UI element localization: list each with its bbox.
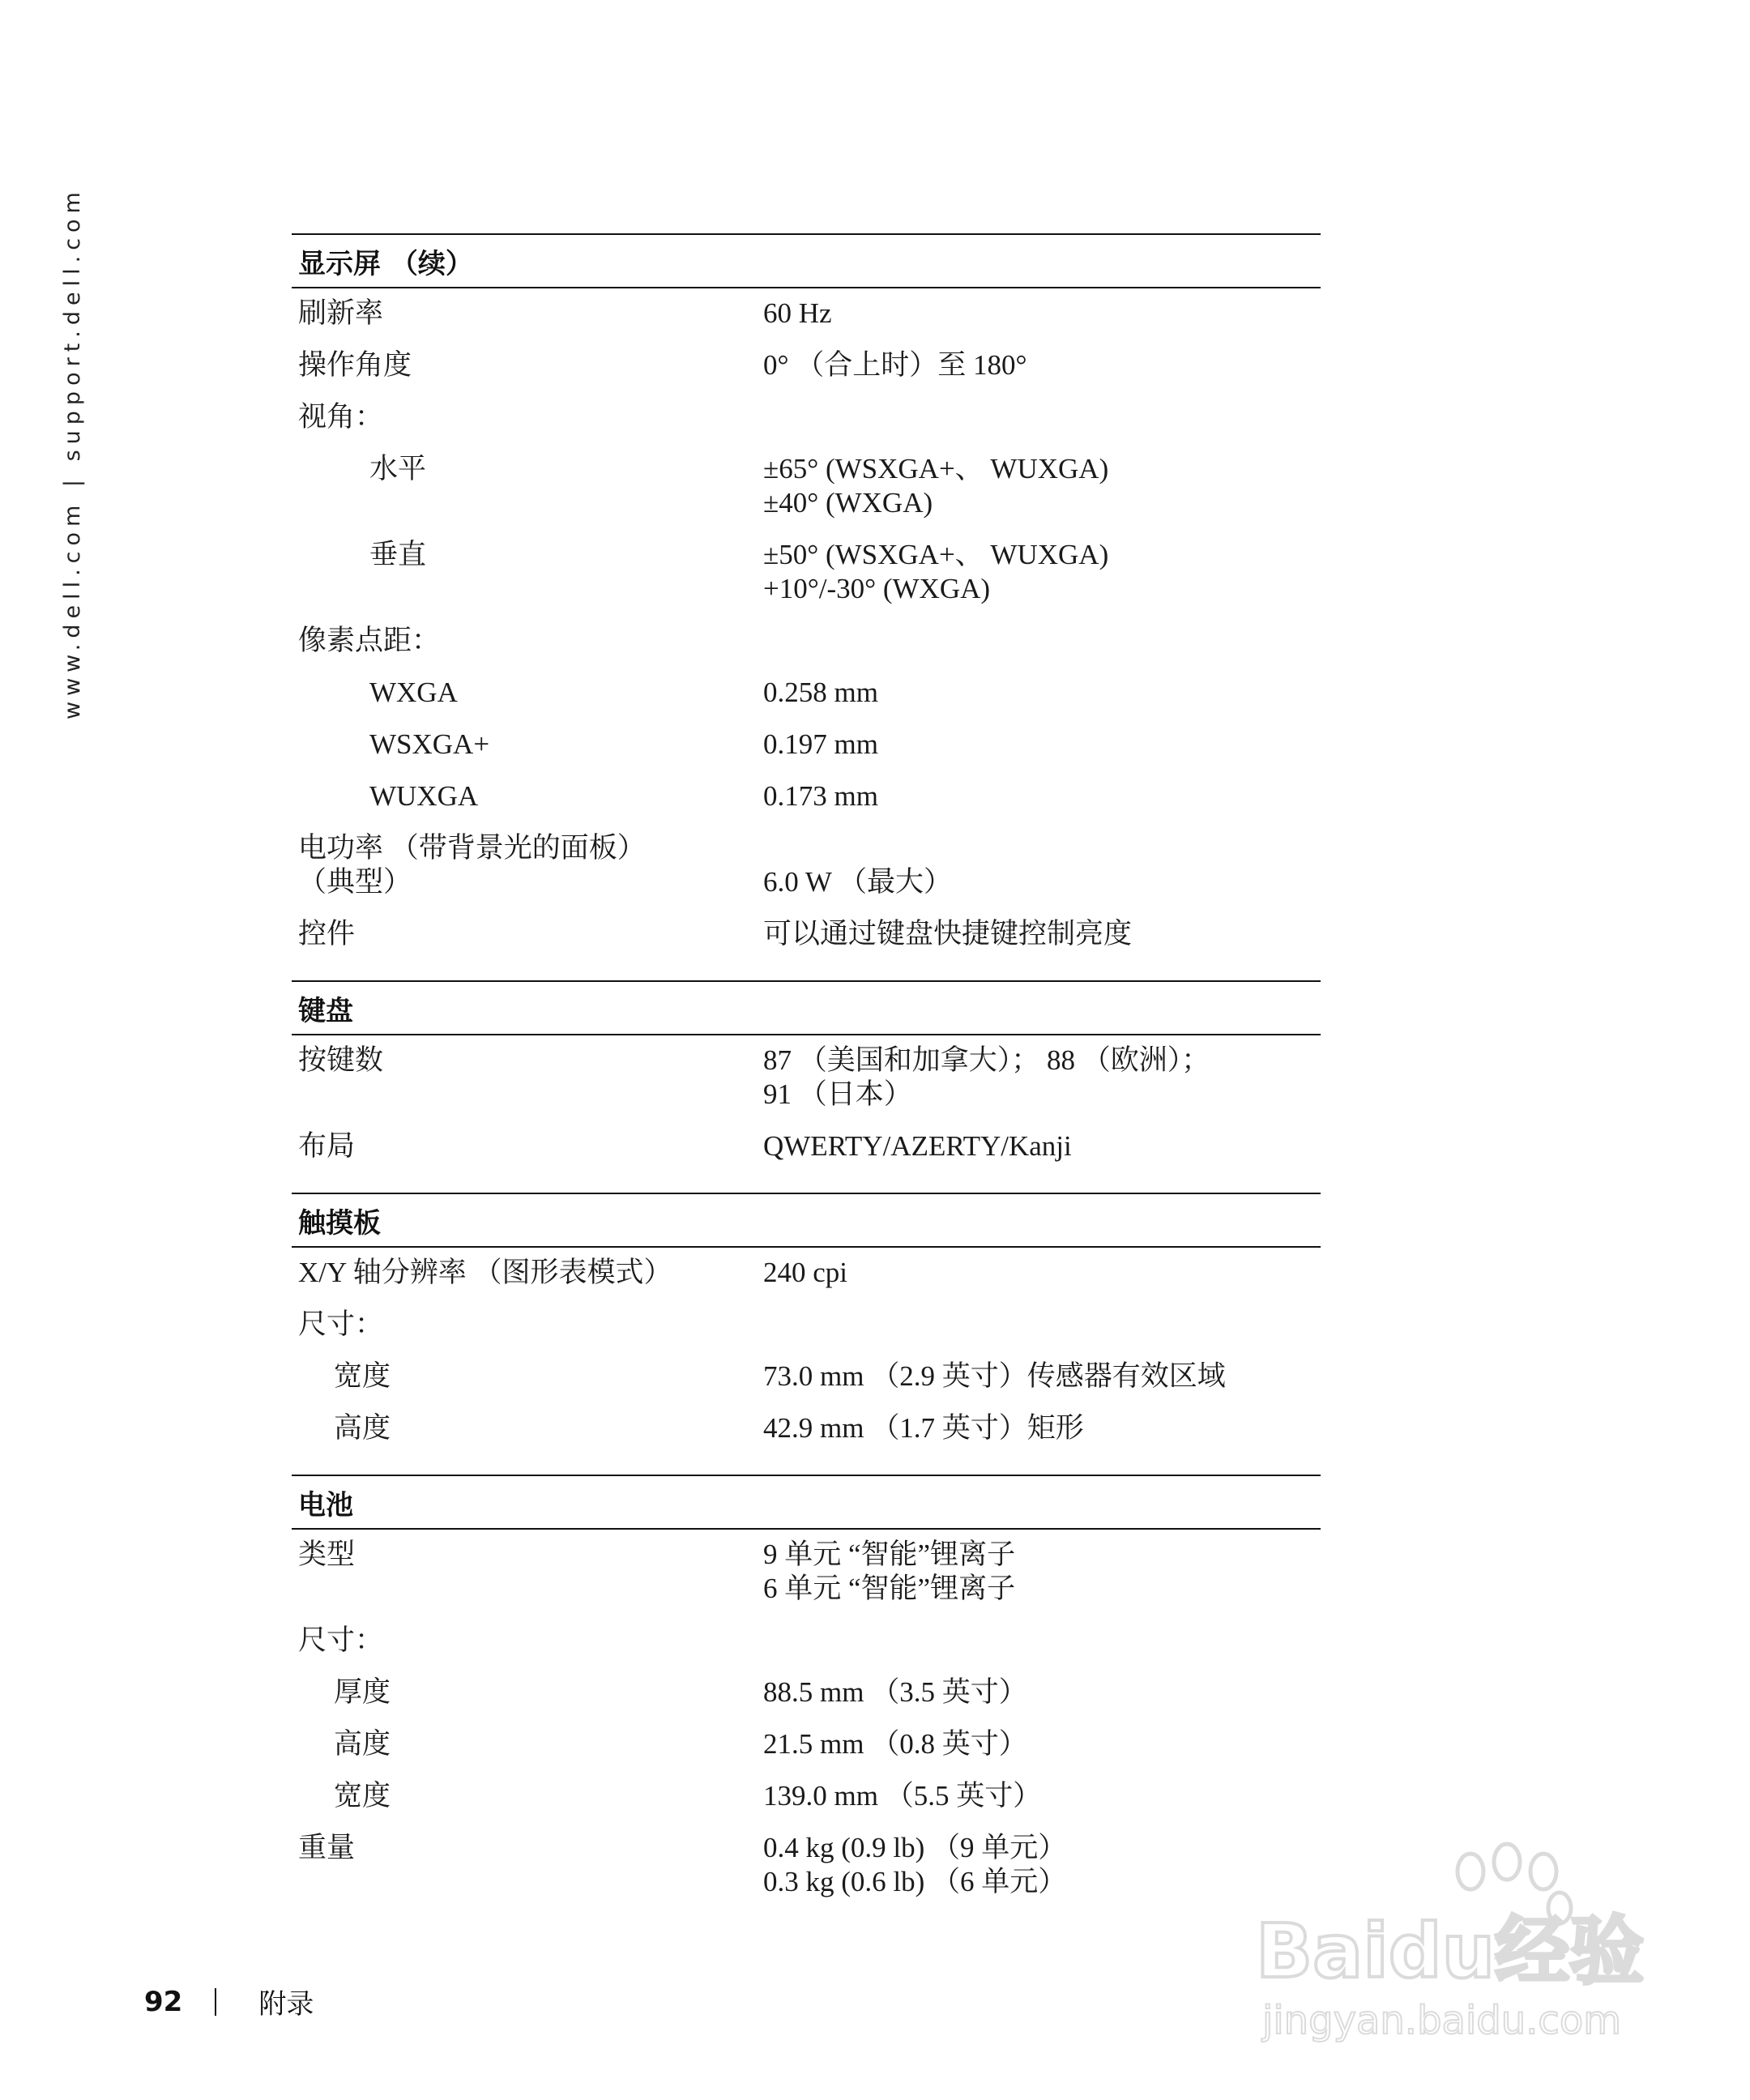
spec-label: WUXGA	[369, 780, 479, 812]
spec-label: 视角：	[298, 401, 384, 433]
spec-row	[292, 719, 1321, 771]
spec-label: 刷新率	[298, 297, 384, 329]
spec-value: 6.0 W （最大）	[763, 866, 953, 898]
spec-label: 水平	[369, 453, 427, 484]
spec-value: 0.197 mm	[763, 728, 878, 760]
spec-value: 0° （合上时）至 180°	[763, 349, 1027, 381]
spec-row	[292, 1351, 1321, 1403]
spec-label: 像素点距：	[298, 625, 441, 656]
spec-label: 类型	[298, 1539, 356, 1570]
spec-row	[292, 1616, 1321, 1667]
spec-row	[292, 909, 1321, 961]
spec-label: 按键数	[298, 1044, 384, 1076]
spec-value: 42.9 mm （1.7 英寸）矩形	[763, 1412, 1084, 1444]
spec-section	[292, 980, 1321, 1173]
spec-row	[292, 1403, 1321, 1455]
spec-label: 宽度	[334, 1780, 391, 1812]
page-number: 92	[144, 1985, 183, 2018]
spec-value: 87 （美国和加拿大）； 88 （欧洲）； 91 （日本）	[763, 1044, 1210, 1110]
spec-row	[292, 1035, 1321, 1121]
spec-row	[292, 288, 1321, 340]
spec-label: 宽度	[334, 1360, 391, 1392]
spec-value	[763, 1308, 1321, 1342]
spec-row	[292, 1300, 1321, 1351]
spec-value: ±50° (WSXGA+、 WUXGA) +10°/-30° (WXGA)	[763, 539, 1109, 604]
spec-label: 操作角度	[298, 349, 412, 381]
section-heading: 触摸板	[292, 1193, 1321, 1248]
spec-label: 尺寸：	[298, 1624, 384, 1656]
spec-row	[292, 1823, 1321, 1909]
spec-table	[292, 233, 1321, 1928]
spec-row	[292, 1248, 1321, 1300]
spec-value: 21.5 mm （0.8 英寸）	[763, 1728, 1027, 1760]
spec-section	[292, 1193, 1321, 1455]
watermark-url: jingyan.baidu.com	[1262, 1998, 1621, 2043]
spec-label: 垂直	[369, 539, 427, 570]
spec-value: 88.5 mm （3.5 英寸）	[763, 1676, 1027, 1708]
spec-value: QWERTY/AZERTY/Kanji	[763, 1130, 1072, 1162]
spec-value	[763, 624, 1321, 658]
spec-label: X/Y 轴分辨率 （图形表模式）	[298, 1257, 672, 1288]
spec-row	[292, 1771, 1321, 1823]
spec-label: WXGA	[369, 677, 458, 708]
spec-row	[292, 1667, 1321, 1719]
spec-row	[292, 340, 1321, 392]
spec-value: 0.173 mm	[763, 780, 878, 812]
spec-label: 电功率 （带背景光的面板） （典型）	[298, 832, 646, 898]
spec-value	[763, 400, 1321, 434]
spec-value: 139.0 mm （5.5 英寸）	[763, 1780, 1042, 1812]
spec-label: 布局	[298, 1130, 356, 1162]
spec-row	[292, 392, 1321, 444]
spec-label: 控件	[298, 918, 356, 950]
spec-value	[763, 1624, 1321, 1658]
footer-divider	[215, 1988, 216, 2016]
spec-label: 高度	[334, 1412, 391, 1444]
spec-row	[292, 1121, 1321, 1173]
spec-label: 高度	[334, 1728, 391, 1760]
spec-row	[292, 444, 1321, 530]
spec-value: 240 cpi	[763, 1257, 848, 1288]
section-heading: 键盘	[292, 980, 1321, 1035]
spec-value: 0.4 kg (0.9 lb) （9 单元） 0.3 kg (0.6 lb) （6 单元）	[763, 1832, 1067, 1897]
spec-value: 可以通过键盘快捷键控制亮度	[763, 918, 1133, 950]
spec-label: 厚度	[334, 1676, 391, 1708]
page-footer	[144, 1982, 314, 2021]
spec-row	[292, 668, 1321, 719]
spec-value: 0.258 mm	[763, 677, 878, 708]
spec-value: ±65° (WSXGA+、 WUXGA) ±40° (WXGA)	[763, 453, 1109, 519]
watermark-brand: Baidu经验	[1256, 1908, 1645, 1995]
chapter-name: 附录	[258, 1988, 314, 2021]
spec-row	[292, 616, 1321, 668]
spec-section	[292, 233, 1321, 961]
section-heading: 显示屏 （续）	[292, 233, 1321, 288]
spec-row	[292, 1719, 1321, 1771]
spec-value: 73.0 mm （2.9 英寸）传感器有效区域	[763, 1360, 1226, 1392]
spec-label: WSXGA+	[369, 728, 490, 760]
side-url-text: www.dell.com | support.dell.com	[60, 186, 85, 719]
spec-row	[292, 771, 1321, 823]
spec-row	[292, 530, 1321, 616]
spec-section	[292, 1475, 1321, 1909]
spec-row	[292, 1530, 1321, 1616]
spec-label: 尺寸：	[298, 1308, 384, 1340]
spec-value: 9 单元 “智能”锂离子 6 单元 “智能”锂离子	[763, 1539, 1016, 1604]
spec-label: 重量	[298, 1832, 356, 1863]
spec-row	[292, 823, 1321, 909]
section-heading: 电池	[292, 1475, 1321, 1530]
spec-value: 60 Hz	[763, 297, 832, 329]
